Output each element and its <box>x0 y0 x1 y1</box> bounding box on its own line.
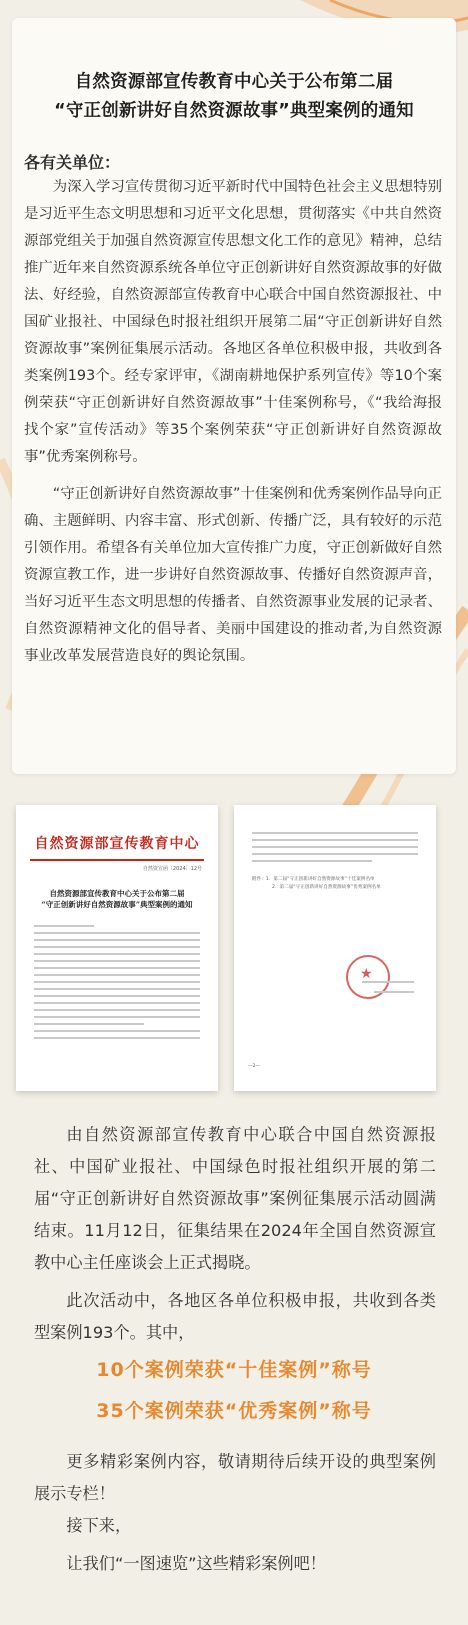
doc-text-line <box>34 925 94 927</box>
notice-paragraph: “守正创新讲好自然资源故事”十佳案例和优秀案例作品导向正确、主题鲜明、内容丰富、形式创新、传播广泛，具有较好的示范引领作用。希望各有关单位加大宣传推广力度，守正创新做好自然资源宣教工作，进一步讲好自然资源故事、传播好自然资源声音，当好习近平生态文明思想的传播者、自然资源事业发展的记录者、自然资源精神文化的倡导者、美丽中国建设的推动者,为自然资源事业改革发展营造良好的舆论氛围。 <box>24 486 442 664</box>
doc-text-line <box>34 1037 200 1039</box>
highlight-top10: 10个案例荣获“十佳案例”称号 <box>96 1359 372 1381</box>
doc-number: 自然资宣函〔2024〕12号 <box>142 865 202 872</box>
salutation: 各有关单位： <box>24 153 121 172</box>
doc-text-line <box>34 960 200 962</box>
doc-text-line <box>34 995 200 997</box>
doc-text-line <box>34 974 200 976</box>
notice-paragraph: 为深入学习宣传贯彻习近平新时代中国特色社会主义思想特别是习近平生态文明思想和习近平文化思想，贯彻落实《中共自然资源部党组关于加强自然资源宣传思想文化工作的意见》精神，总结推广近年来自然资源系统各单位守正创新讲好自然资源故事的好做法、好经验，自然资源部宣传教育中心联合中国自然资源报社、中国矿业报社、中国绿色时报社组织开展第二届“守正创新讲好自然资源故事”案例征集展示活动。各地区各单位积极申报，共收到各类案例193个。经专家评审，《湖南耕地保护系列宣传》等10个案例荣获“守正创新讲好自然资源故事”十佳案例称号，《“我给海报找个家”宣传活动》等35个案例荣获“守正创新讲好自然资源故事”优秀案例称号。 <box>24 179 442 465</box>
doc-text-line <box>252 832 418 834</box>
closing-paragraph: 更多精彩案例内容，敬请期待后续开设的典型案例展示专栏！ <box>34 1452 436 1503</box>
summary-paragraph: 由自然资源部宣传教育中心联合中国自然资源报社、中国矿业报社、中国绿色时报社组织开展的第二届“守正创新讲好自然资源故事”案例征集展示活动圆满结束。11月12日，征集结果在2024年全国自然资源宣教中心主任座谈会上正式揭晓。 <box>34 1125 436 1272</box>
doc-text-line <box>252 846 418 848</box>
doc-text-line <box>362 981 414 983</box>
notice-title-line2: “守正创新讲好自然资源故事”典型案例的通知 <box>54 101 414 121</box>
doc-text-line <box>34 1016 200 1018</box>
doc-text-line <box>252 853 418 855</box>
doc-text-line <box>34 1030 200 1032</box>
doc-text-line <box>252 839 418 841</box>
notice-title <box>12 68 456 126</box>
doc-text-line <box>34 1002 200 1004</box>
closing-body <box>34 1446 436 1580</box>
summary-body <box>34 1119 436 1349</box>
closing-paragraph: 接下来， <box>66 1516 132 1535</box>
notice-body <box>24 174 442 670</box>
doc-page-number: —2— <box>248 1064 261 1069</box>
doc-title-line1: 自然资源部宣传教育中心关于公布第二届 <box>49 888 185 898</box>
highlight-excellent35: 35个案例荣获“优秀案例”称号 <box>96 1400 372 1422</box>
doc-title-line2: “守正创新讲好自然资源故事”典型案例的通知 <box>41 899 193 909</box>
doc-header: 自然资源部宣传教育中心 <box>34 836 200 852</box>
doc-red-line <box>30 859 204 861</box>
doc-text-line <box>34 946 200 948</box>
doc-title <box>16 888 218 910</box>
closing-paragraph: 让我们“一图速览”这些精彩案例吧！ <box>66 1554 326 1573</box>
doc-text-line <box>34 932 200 934</box>
summary-paragraph: 此次活动中，各地区各单位积极申报，共收到各类型案例193个。其中， <box>34 1291 436 1342</box>
document-page-1 <box>16 805 218 1091</box>
doc-text-line <box>34 1023 144 1025</box>
doc-text-line <box>34 953 200 955</box>
doc-attachment-1: 附件：1．第二届“守正创新讲好自然资源故事”十佳案例名单 <box>252 877 375 882</box>
doc-text-line <box>34 981 200 983</box>
doc-text-line <box>34 988 200 990</box>
document-page-2 <box>234 805 436 1091</box>
doc-text-line <box>34 967 200 969</box>
doc-text-line <box>34 939 200 941</box>
notice-title-line1: 自然资源部宣传教育中心关于公布第二届 <box>74 72 394 92</box>
doc-text-line <box>374 991 414 993</box>
doc-attachment-2: 2．第二届“守正创新讲好自然资源故事”优秀案例名单 <box>272 885 381 890</box>
doc-text-line <box>34 1009 200 1011</box>
